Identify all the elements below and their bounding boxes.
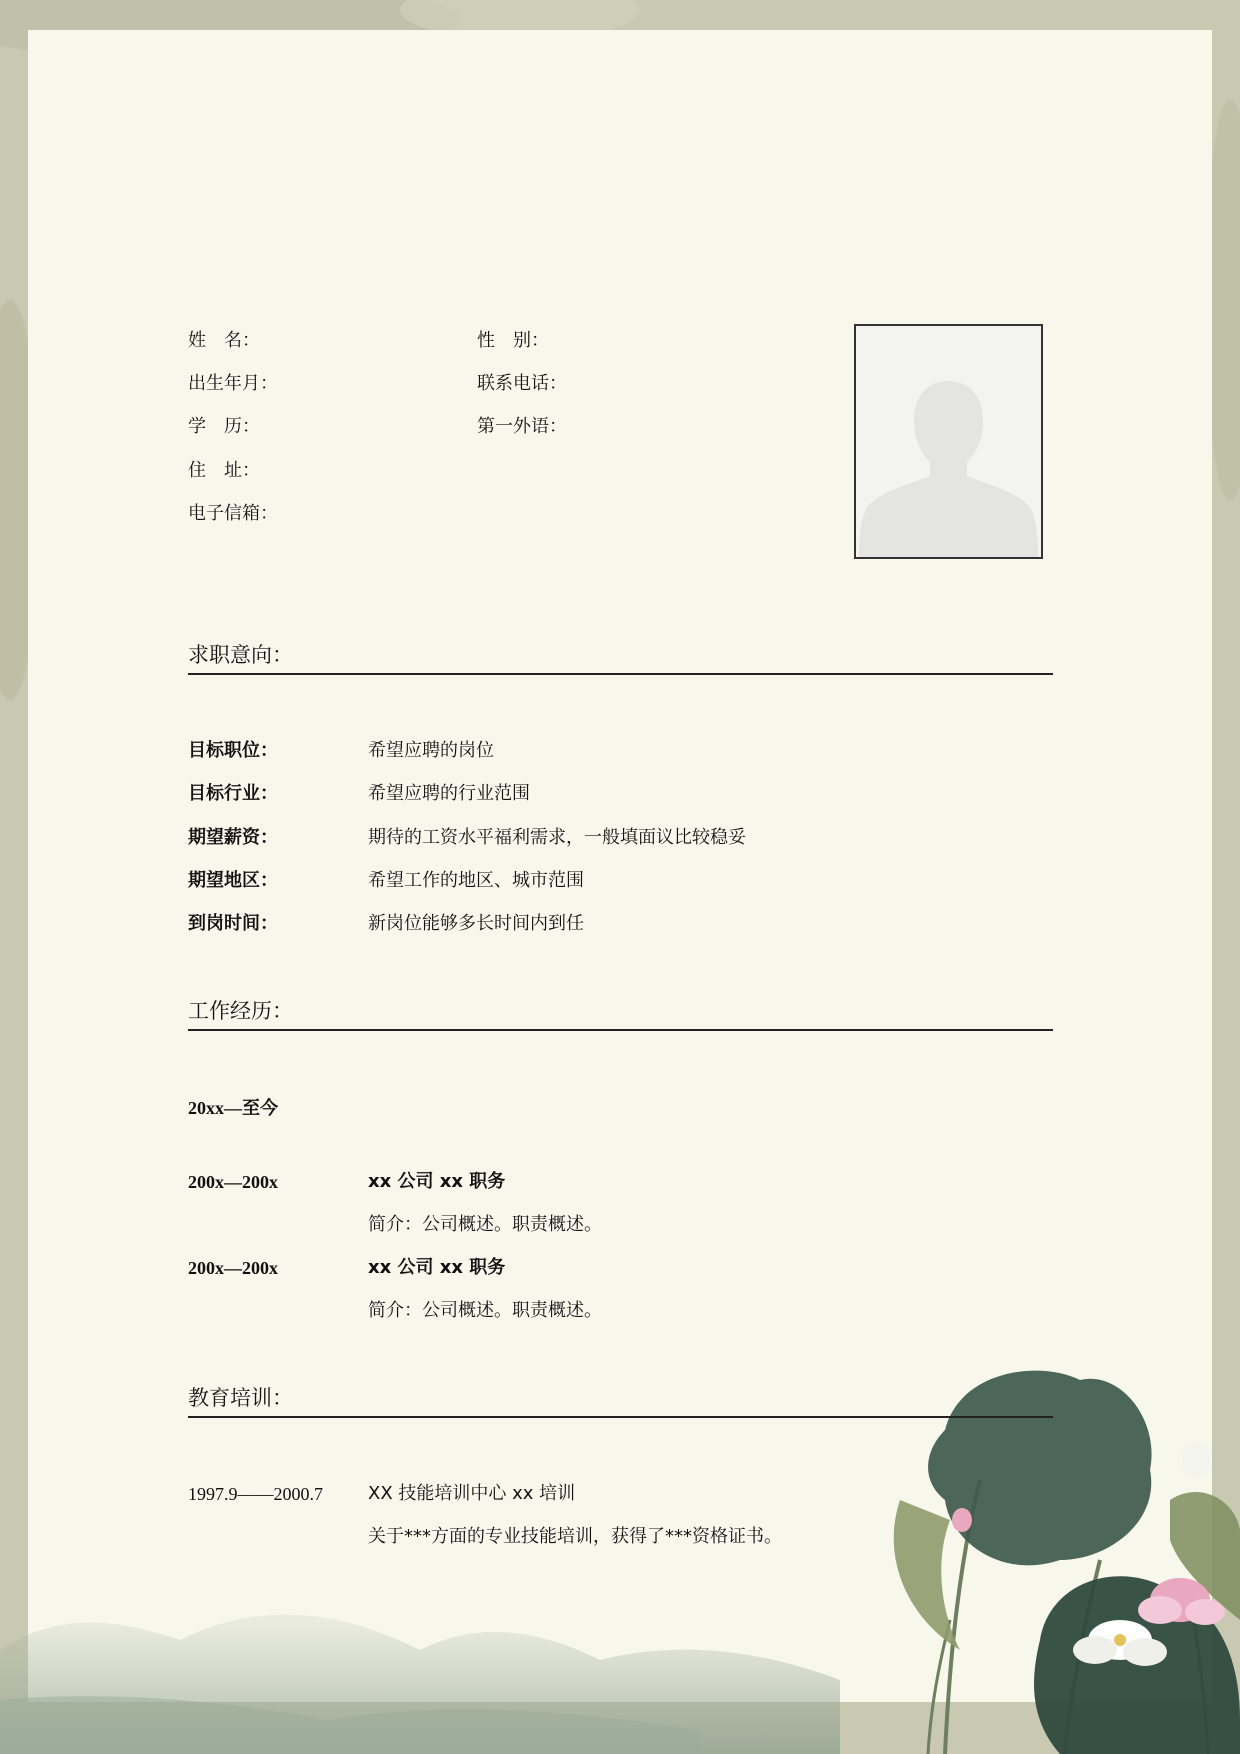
work-company-title: xx 公司 xx 职务 <box>368 1171 506 1192</box>
target-industry-value: 希望应聘的行业范围 <box>368 783 530 804</box>
phone-label: 联系电话： <box>477 373 567 394</box>
foreign-language-label: 第一外语： <box>477 416 567 437</box>
work-period: 200x—200x <box>188 1172 278 1192</box>
target-position-label: 目标职位： <box>188 740 278 761</box>
education-description: 关于***方面的专业技能培训，获得了***资格证书。 <box>368 1526 782 1547</box>
work-summary: 简介：公司概述。职责概述。 <box>368 1300 602 1321</box>
education-period: 1997.9——2000.7 <box>188 1484 323 1504</box>
avatar-silhouette-icon <box>856 326 1041 557</box>
work-experience-divider <box>188 1029 1053 1031</box>
email-label: 电子信箱： <box>188 503 278 524</box>
job-intention-title: 求职意向： <box>188 643 293 667</box>
start-date-value: 新岗位能够多长时间内到任 <box>368 913 584 934</box>
work-summary: 简介：公司概述。职责概述。 <box>368 1214 602 1235</box>
target-industry-label: 目标行业： <box>188 783 278 804</box>
start-date-label: 到岗时间： <box>188 913 278 934</box>
education-title: 教育培训： <box>188 1386 293 1410</box>
education-divider <box>188 1416 1053 1418</box>
birth-date-label: 出生年月： <box>188 373 278 394</box>
expected-region-value: 希望工作的地区、城市范围 <box>368 870 584 891</box>
target-position-value: 希望应聘的岗位 <box>368 740 494 761</box>
job-intention-divider <box>188 673 1053 675</box>
education-level-label: 学 历： <box>188 416 260 437</box>
work-period: 200x—200x <box>188 1258 278 1278</box>
name-label: 姓 名： <box>188 330 260 351</box>
current-work-period: 20xx—至今 <box>188 1098 278 1118</box>
expected-salary-label: 期望薪资： <box>188 827 278 848</box>
lotus-leaves <box>894 1371 1240 1754</box>
education-school: XX 技能培训中心 xx 培训 <box>368 1483 576 1504</box>
work-experience-title: 工作经历： <box>188 999 293 1023</box>
expected-region-label: 期望地区： <box>188 870 278 891</box>
address-label: 住 址： <box>188 460 260 481</box>
work-company-title: xx 公司 xx 职务 <box>368 1257 506 1278</box>
expected-salary-value: 期待的工资水平福利需求，一般填面议比较稳妥 <box>368 827 746 848</box>
profile-photo[interactable] <box>854 324 1043 559</box>
gender-label: 性 别： <box>477 330 549 351</box>
